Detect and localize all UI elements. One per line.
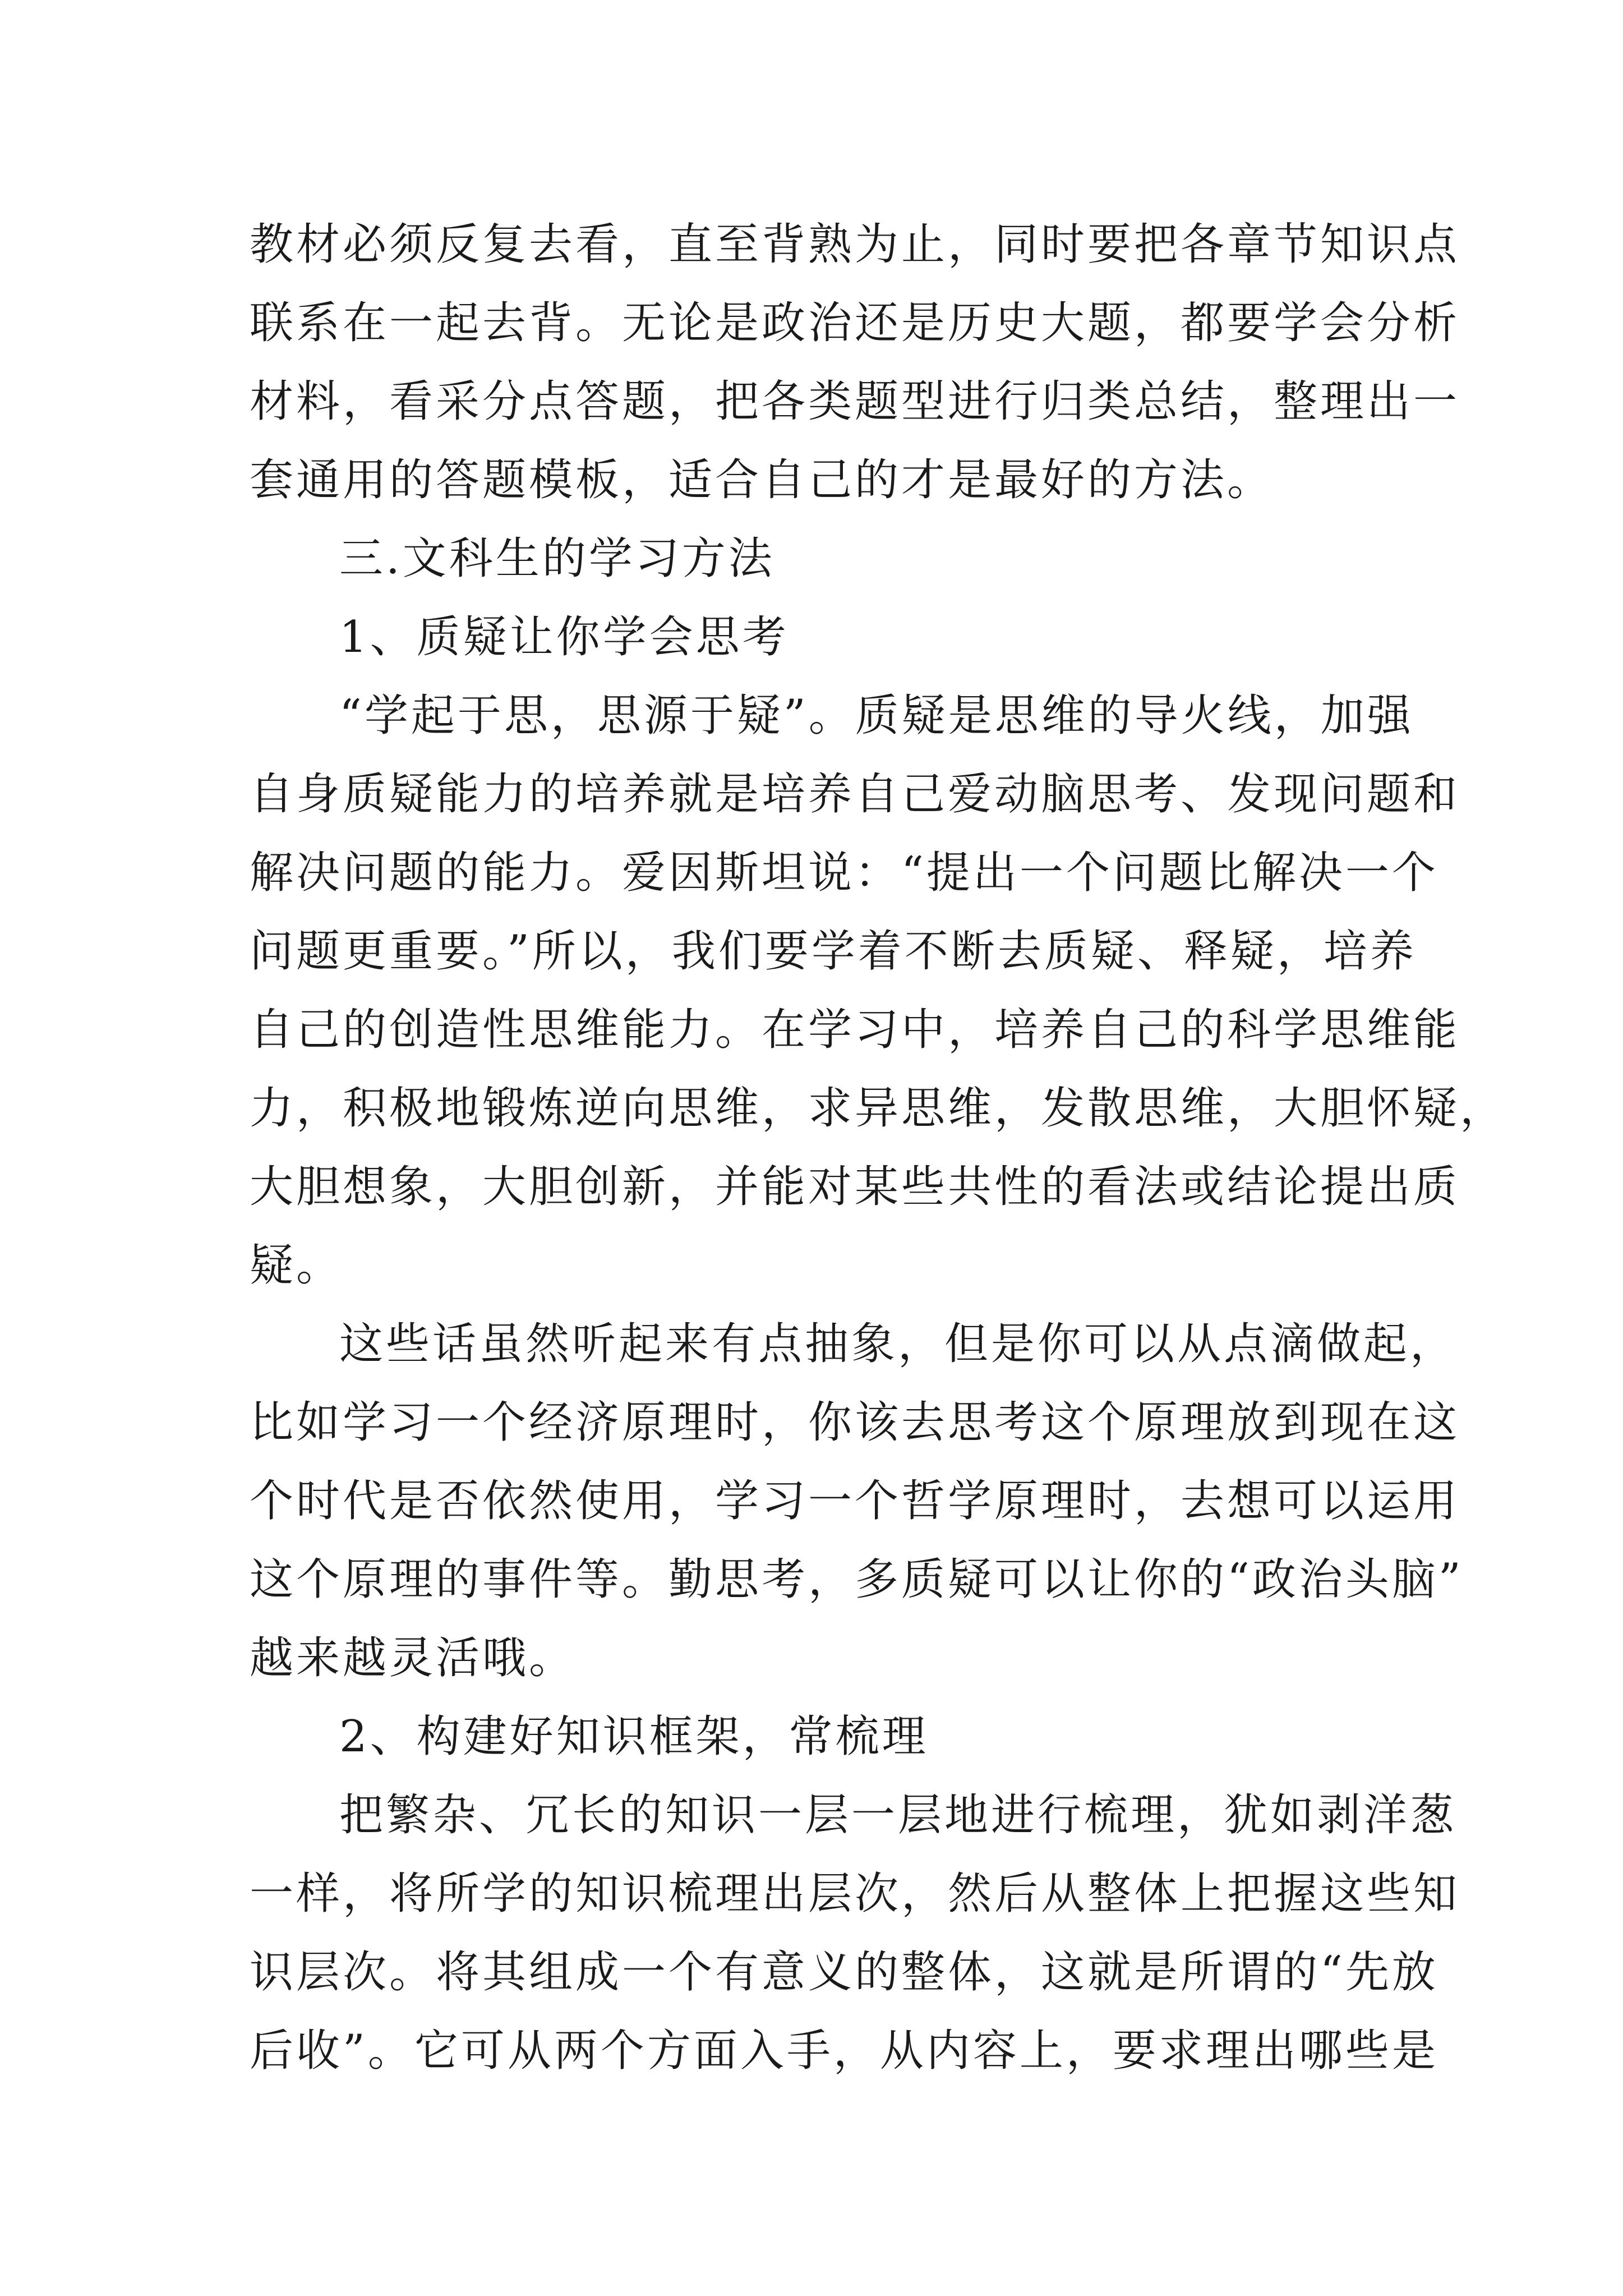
text-line: 大胆想象，大胆创新，并能对某些共性的看法或结论提出质 xyxy=(250,1162,1460,1212)
text-line: 教材必须反复去看，直至背熟为止，同时要把各章节知识点 xyxy=(250,219,1460,270)
text-line: “学起于思，思源于疑”。质疑是思维的导火线，加强 xyxy=(339,691,1414,741)
text-line: 疑。 xyxy=(250,1240,343,1291)
text-line: 个时代是否依然使用，学习一个哲学原理时，去想可以运用 xyxy=(250,1476,1460,1526)
subsection-heading: 2、构建好知识框架，常梳理 xyxy=(339,1711,929,1762)
text-line: 识层次。将其组成一个有意义的整体，这就是所谓的“先放 xyxy=(250,1947,1438,1998)
text-line: 一样，将所学的知识梳理出层次，然后从整体上把握这些知 xyxy=(250,1869,1460,1919)
text-line: 自身质疑能力的培养就是培养自己爱动脑思考、发现问题和 xyxy=(250,769,1460,820)
text-line: 这个原理的事件等。勤思考，多质疑可以让你的“政治头脑” xyxy=(250,1554,1464,1605)
section-heading: 三.文科生的学习方法 xyxy=(339,533,775,584)
text-line: 联系在一起去背。无论是政治还是历史大题，都要学会分析 xyxy=(250,298,1460,348)
text-line: 材料，看采分点答题，把各类题型进行归类总结，整理出一 xyxy=(250,376,1460,427)
text-line: 解决问题的能力。爱因斯坦说：“提出一个问题比解决一个 xyxy=(250,848,1438,898)
text-line: 自己的创造性思维能力。在学习中，培养自己的科学思维能 xyxy=(250,1005,1460,1055)
body-text xyxy=(250,205,1507,2090)
text-line: 这些话虽然听起来有点抽象，但是你可以从点滴做起， xyxy=(339,1319,1457,1369)
text-line: 套通用的答题模板，适合自己的才是最好的方法。 xyxy=(250,455,1274,505)
text-line: 力，积极地锻炼逆向思维，求异思维，发散思维，大胆怀疑， xyxy=(250,1083,1507,1134)
text-line: 问题更重要。”所以，我们要学着不断去质疑、释疑，培养 xyxy=(250,926,1417,977)
subsection-heading: 1、质疑让你学会思考 xyxy=(339,612,789,662)
text-line: 越来越灵活哦。 xyxy=(250,1633,576,1683)
text-line: 后收”。它可从两个方面入手，从内容上，要求理出哪些是 xyxy=(250,2026,1438,2076)
text-line: 把繁杂、冗长的知识一层一层地进行梳理，犹如剥洋葱 xyxy=(339,1790,1457,1841)
text-line: 比如学习一个经济原理时，你该去思考这个原理放到现在这 xyxy=(250,1397,1460,1448)
